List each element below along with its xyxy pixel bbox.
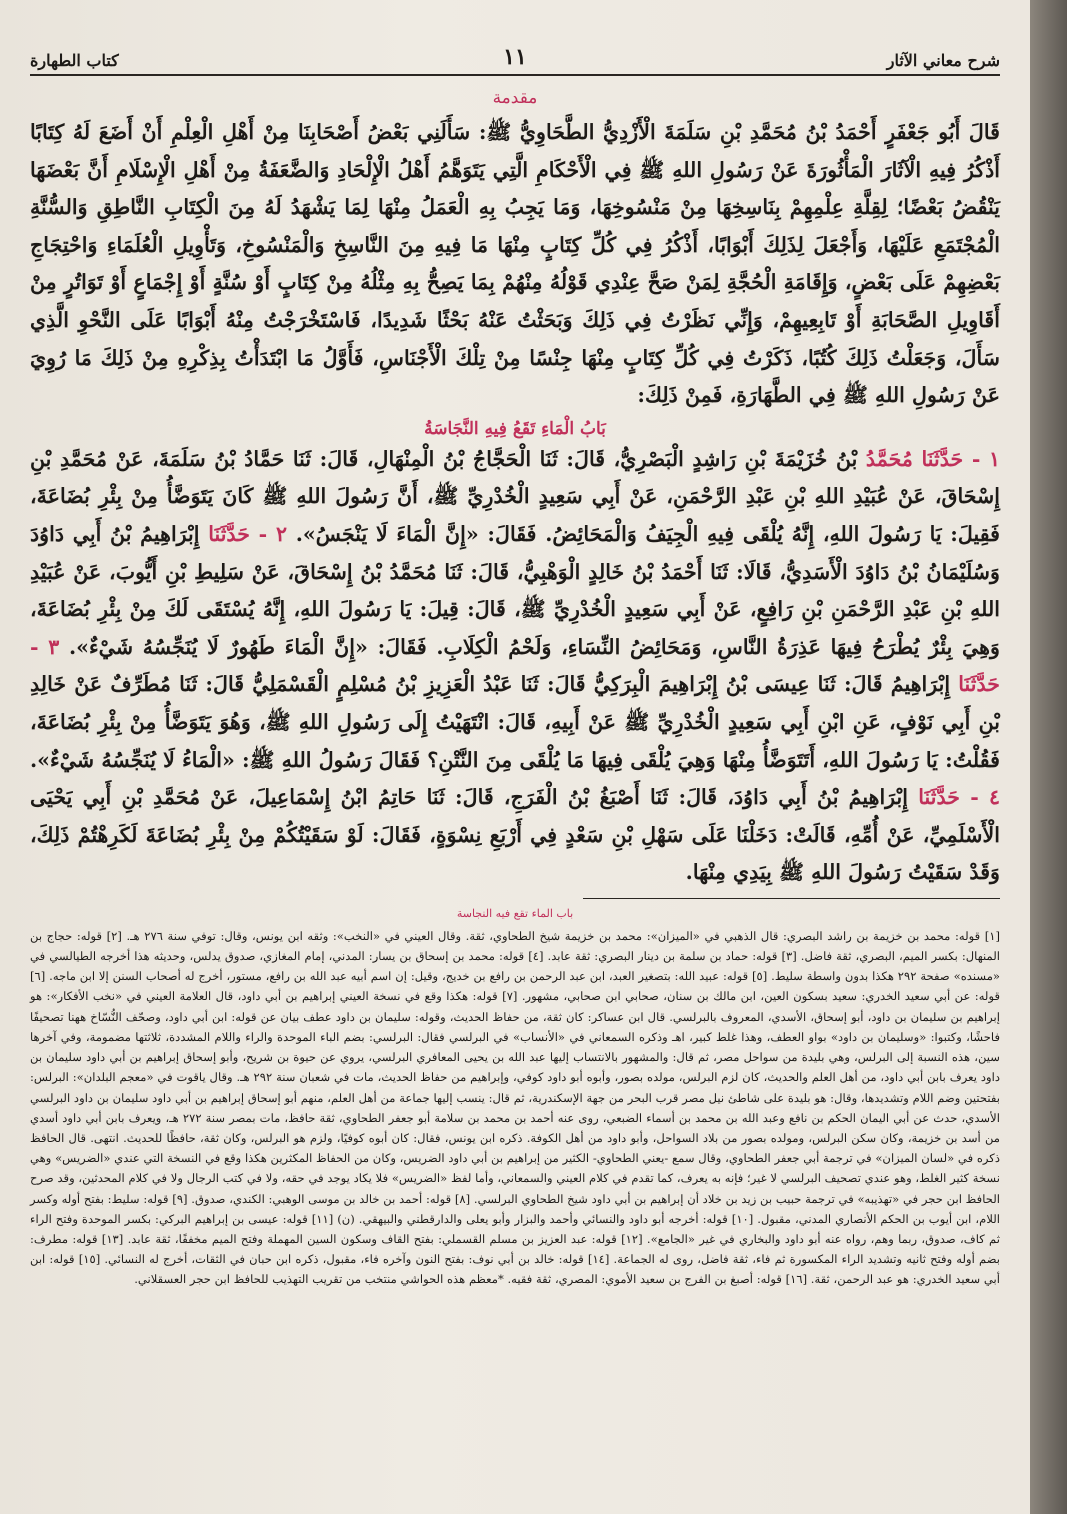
hadith-2-lead: ٢ - حَدَّثَنَا — [208, 521, 287, 546]
footnotes-title: باب الماء تقع فيه النجاسة — [456, 906, 574, 920]
hadith-3-lead: ٣ - حَدَّثَنَا — [30, 634, 1000, 697]
book-binding-edge — [1030, 0, 1067, 1514]
main-text — [30, 88, 1000, 1290]
hadith-block — [30, 441, 1000, 892]
hadith-1-text: بْنُ خُزَيْمَةَ بْنِ رَاشِدٍ الْبَصْرِيُّ، قَالَ: ثَنَا الْحَجَّاجُ بْنُ الْمِنْهَالِ، قَالَ: ثَنَا حَمَّادُ بْنُ سَلَمَةَ، عَنْ مُحَمَّدِ بْنِ إِسْحَاقَ، عَنْ عُبَيْدِ اللهِ بْنِ عَبْدِ الرَّحْمَنِ، عَنْ أَبِي سَعِيدٍ الْخُدْرِيِّ ﷺ، أَنَّ رَسُولَ اللهِ ﷺ كَانَ يَتَوَضَّأُ مِنْ بِئْرِ بُضَاعَةَ، فَقِيلَ: يَا رَسُولَ اللهِ، إِنَّهُ يُلْقَى فِيهِ الْجِيَفُ وَالْمَحَائِضُ. فَقَالَ: «إِنَّ الْمَاءَ لَا يَنْجَسُ». — [30, 446, 1000, 546]
running-header — [30, 26, 1000, 76]
chapter-section-title: بَابُ الْمَاءِ تَقَعُ فِيهِ النَّجَاسَةُ — [424, 418, 606, 439]
footnote-divider — [583, 898, 1000, 899]
footnotes-text: [١] قوله: محمد بن خزيمة بن راشد البصري: قال الذهبي في «الميزان»: محمد بن خزيمة شيخ الطحاوي، ثقة. وقال العيني في «النخب»: وثقه ابن يونس، وقال: توفي سنة ٢٧٦ هـ. [٢] قوله: حجاج بن المنهال: بكسر الميم، البصري، ثقة فاضل. [٣] قوله: حماد بن سلمة بن دينار البصري: ثقة عابد. [٤] قوله: محمد بن إسحاق بن يسار: المدني، إمام المغازي، صدوق يدلس، وحديثه هذا أخرجه الطيالسي في «مسنده» صفحة ٢٩٢ هكذا بدون واسطة سليط. [٥] قوله: عبيد الله: بتصغير العبد، ابن عبد الرحمن بن رافع بن خديج، وقيل: إن اسم أبيه عبد الله بن رافع، مستور، أخرج له أصحاب السنن إلا ابن ماجه. [٦] قوله: عن أبي سعيد الخدري: سعيد بسكون العين، ابن مالك بن سنان، صحابي ابن صحابي، مشهور. [٧] قوله: هكذا وقع في نسخة العيني إبراهيم بن أبي داود، قال العلامة العيني في «نخب الأفكار»: هو إبراهيم بن سليمان بن داود، أبو إسحاق، الأسدي، المعروف بالبرلسي. قال ابن عساكر: كان ثقة، من حفاظ الحديث، وقوله: سليمان بن داود عطف بيان عن قوله: ابن أبي داود، وصحّف النُّسّاخ ههنا تصحيفًا فاحشًا، وكتبوا: «وسليمان بن داود» بواو العطف، وهذا غلط كبير، اهـ وذكره السمعاني في «الأنساب» في البرلسي فقال: البرلسي: بضم الباء الموحدة والراء واللام المشددة، ثلاثتها مضمومة، وفي آخرها سين، هذه النسبة إلى البرلس، وهي بليدة من سواحل مصر، ثم قال: والمشهور بالانتساب إليها عبد الله بن يحيى المعافري البرلسي، يروي عن حيوة بن شريح، وأبو إسحاق إبراهيم بن أبي داود سليمان بن داود يعرف بابن أبي داود، من أهل العلم والحديث، كان لزم البرلس، مولده بصور، وأبوه أبو داود كوفي، وإبراهيم من حفاظ الحديث، مات في شعبان سنة ٢٩٢ هـ. وقال ياقوت في «معجم البلدان»: البرلس: بفتحتين وضم اللام وتشديدها، وقال: هو بليدة على شاطئ نيل مصر قرب البحر من جهة الإسكندرية، ثم قال: ينسب إليها جماعة من أهل العلم، منهم أبو إسحاق إبراهيم بن أبي داود سليمان بن داود البرلسي الأسدي، حدث عن أبي اليمان الحكم بن نافع وعبد الله بن محمد بن أسماء الضبعي، روى عنه أحمد بن محمد بن سلامة أبو جعفر الطحاوي، ثقة حافظ، مات بمصر سنة ٢٧٢ هـ، ويعرف بابن أبي داود أسدي من أسد بن خزيمة، وكان سكن البرلس، ومولده بصور من بلاد السواحل، وأبو داود من أهل الكوفة. ذكره ابن يونس، فقال: كان أبوه كوفيًا، ولزم هو البرلس، وكان ثقة، حافظًا للحديث. انتهى. قال الحافظ ذكره في «لسان الميزان» في ترجمة أبي جعفر الطحاوي، وقال سمع -يعني الطحاوي- الكثير من إبراهيم بن أبي داود الضريس، وكان من الحفاظ المكثرين هكذا وقع في النسخة التي عندي «الضريس» وهي نسخة كثير الغلط، وهو عندي تصحيف البرلسي لا غير؛ فإنه به يعرف، كما تقدم في كلام العيني والسمعاني، وأما لفظ «الضريس» فلا يكاد يوجد في حقه، ولا في كتب الرجال ولا في كلام المحدثين، وقد صرح الحافظ ابن حجر في «تهذيبه» في ترجمة حبيب بن زيد بن خلاد أن إبراهيم بن أبي داود شيخ الطحاوي البرلسي. [٨] قوله: أحمد بن خالد بن موسى الوهبي: الكندي، صدوق. [٩] قوله: سليط: بفتح أوله وكسر اللام، ابن أيوب بن الحكم الأنصاري المدني، مقبول. [١٠] قوله: أخرجه أبو داود والنسائي وأحمد والبزار وأبو يعلى والدارقطني والبيهقي. (ن) [١١] قوله: عيسى بن إبراهيم البركي: بكسر الموحدة وفتح الراء ثم كاف، صدوق، ربما وهم، رواه عنه أبو داود والبخاري في غير «الجامع». [١٢] قوله: عبد العزيز بن مسلم القسملي: بفتح القاف وسكون السين المهملة وفتح الميم مخففًا، ثقة عابد. [١٣] قوله: مطرف: بضم أوله وفتح ثانيه وتشديد الراء المكسورة ثم فاء، ثقة فاضل، روى له الجماعة. [١٤] قوله: خالد بن أبي نوف: بفتح النون وآخره فاء، مقبول، ذكره ابن حبان في الثقات، أخرج له النسائي. [١٥] قوله: ابن أبي سعيد الخدري: هو عبد الرحمن، ثقة. [١٦] قوله: أصبغ بن الفرج بن سعيد الأموي: المصري، ثقة فقيه. *معظم هذه الحواشي منتخب من تقريب التهذيب للحافظ ابن حجر العسقلاني. — [30, 928, 1001, 1287]
chapter-title: كتاب الطهارة — [30, 51, 119, 70]
hadith-4-lead: ٤ - حَدَّثَنَا — [918, 785, 1001, 810]
intro-title: مقدمة — [492, 88, 538, 108]
intro-paragraph: قَالَ أَبُو جَعْفَرٍ أَحْمَدُ بْنُ مُحَمَّدِ بْنِ سَلَمَةَ الْأَزْدِيُّ الطَّحَاوِيُّ ﷺ: سَأَلَنِي بَعْضُ أَصْحَابِنَا مِنْ أَهْلِ الْعِلْمِ أَنْ أَضَعَ لَهُ كِتَابًا أَذْكُرُ فِيهِ الْآثَارَ الْمَأْثُورَةَ عَنْ رَسُولِ اللهِ ﷺ فِي الْأَحْكَامِ الَّتِي يَتَوَهَّمُ أَهْلُ الْإِلْحَادِ وَالضَّعَفَةُ مِنْ أَهْلِ الْإِسْلَامِ أَنَّ بَعْضَهَا يَنْقُضُ بَعْضًا؛ لِقِلَّةِ عِلْمِهِمْ بِنَاسِخِهَا مِنْ مَنْسُوخِهَا، وَمَا يَجِبُ بِهِ الْعَمَلُ مِنْهَا لِمَا يَشْهَدُ لَهُ مِنَ الْكِتَابِ النَّاطِقِ وَالسُّنَّةِ الْمُجْتَمَعِ عَلَيْهَا، وَأَجْعَلَ لِذَلِكَ أَبْوَابًا، أَذْكُرُ فِي كُلِّ كِتَابٍ مِنْهَا مَا فِيهِ مِنَ النَّاسِخِ وَالْمَنْسُوخِ، وَتَأْوِيلِ الْعُلَمَاءِ وَاحْتِجَاجِ بَعْضِهِمْ عَلَى بَعْضٍ، وَإِقَامَةِ الْحُجَّةِ لِمَنْ صَحَّ عِنْدِي قَوْلُهُ مِنْهُمْ بِمَا يَصِحُّ بِهِ مِثْلُهُ مِنْ كِتَابٍ أَوْ سُنَّةٍ أَوْ إِجْمَاعٍ أَوْ تَوَاتُرٍ مِنْ أَقَاوِيلِ الصَّحَابَةِ أَوْ تَابِعِيهِمْ، وَإِنِّي نَظَرْتُ فِي ذَلِكَ وَبَحَثْتُ عَنْهُ بَحْثًا شَدِيدًا، فَاسْتَخْرَجْتُ مِنْهُ أَبْوَابًا عَلَى النَّحْوِ الَّذِي سَأَلَ، وَجَعَلْتُ ذَلِكَ كُتُبًا، ذَكَرْتُ فِي كُلِّ كِتَابٍ مِنْهَا جِنْسًا مِنْ تِلْكَ الْأَجْنَاسِ، فَأَوَّلُ مَا ابْتَدَأْتُ بِذِكْرِهِ مِنْ ذَلِكَ مَا رُوِيَ عَنْ رَسُولِ اللهِ ﷺ فِي الطَّهَارَةِ، فَمِنْ ذَلِكَ: — [30, 120, 1000, 408]
page-number: ١١ — [503, 44, 527, 70]
hadith-2-text: إِبْرَاهِيمُ بْنُ أَبِي دَاوُدَ وَسُلَيْمَانُ بْنُ دَاوُدَ الْأَسَدِيُّ، قَالَا: ثَنَا أَحْمَدُ بْنُ خَالِدٍ الْوَهْبِيُّ، قَالَ: ثَنَا مُحَمَّدُ بْنُ إِسْحَاقَ، عَنْ سَلِيطِ بْنِ أَيُّوبَ، عَنْ عُبَيْدِ اللهِ بْنِ عَبْدِ الرَّحْمَنِ بْنِ رَافِعٍ، عَنْ أَبِي سَعِيدٍ الْخُدْرِيِّ ﷺ، قَالَ: قِيلَ: يَا رَسُولَ اللهِ، إِنَّهُ يُسْتَقَى لَكَ مِنْ بِئْرِ بُضَاعَةَ، وَهِيَ بِئْرٌ يُطْرَحُ فِيهَا عَذِرَةُ النَّاسِ، وَمَحَائِضُ النِّسَاءِ، وَلَحْمُ الْكِلَابِ. فَقَالَ: «إِنَّ الْمَاءَ طَهُورٌ لَا يُنَجِّسُهُ شَيْءٌ». — [30, 521, 1000, 659]
hadith-4-text: إِبْرَاهِيمُ بْنُ أَبِي دَاوُدَ، قَالَ: ثَنَا أَصْبَغُ بْنُ الْفَرَجِ، قَالَ: ثَنَا حَاتِمُ ابْنُ إِسْمَاعِيلَ، عَنْ مُحَمَّدِ بْنِ أَبِي يَحْيَى الْأَسْلَمِيِّ، عَنْ أُمِّهِ، قَالَتْ: دَخَلْنَا عَلَى سَهْلِ بْنِ سَعْدٍ فِي أَرْبَعِ نِسْوَةٍ، فَقَالَ: لَوْ سَقَيْتُكُمْ مِنْ بِئْرِ بُضَاعَةَ لَكَرِهْتُمْ ذَلِكَ، وَقَدْ سَقَيْتُ رَسُولَ اللهِ ﷺ بِيَدِي مِنْهَا. — [30, 785, 1000, 885]
hadith-3-text: إِبْرَاهِيمُ قَالَ: ثَنَا عِيسَى بْنُ إِبْرَاهِيمَ الْبِرَكِيُّ قَالَ: ثَنَا عَبْدُ الْعَزِيزِ بْنُ مُسْلِمٍ الْقَسْمَلِيُّ قَالَ: ثَنَا مُطَرِّفٌ عَنْ خَالِدِ بْنِ أَبِي نَوْفٍ، عَنِ ابْنِ أَبِي سَعِيدٍ الْخُدْرِيِّ ﷺ عَنْ أَبِيهِ، قَالَ: انْتَهَيْتُ إِلَى رَسُولِ اللهِ ﷺ، وَهُوَ يَتَوَضَّأُ مِنْ بِئْرِ بُضَاعَةَ، فَقُلْتُ: يَا رَسُولَ اللهِ، أَتَتَوَضَّأُ مِنْهَا وَهِيَ يُلْقَى فِيهَا مَا يُلْقَى مِنَ النَّتْنِ؟ فَقَالَ رَسُولُ اللهِ ﷺ: «الْمَاءُ لَا يُنَجِّسُهُ شَيْءٌ». — [30, 672, 1000, 772]
book-title: شرح معاني الآثار — [886, 51, 1000, 70]
hadith-1-lead: ١ - حَدَّثَنَا مُحَمَّدُ — [865, 446, 1000, 471]
